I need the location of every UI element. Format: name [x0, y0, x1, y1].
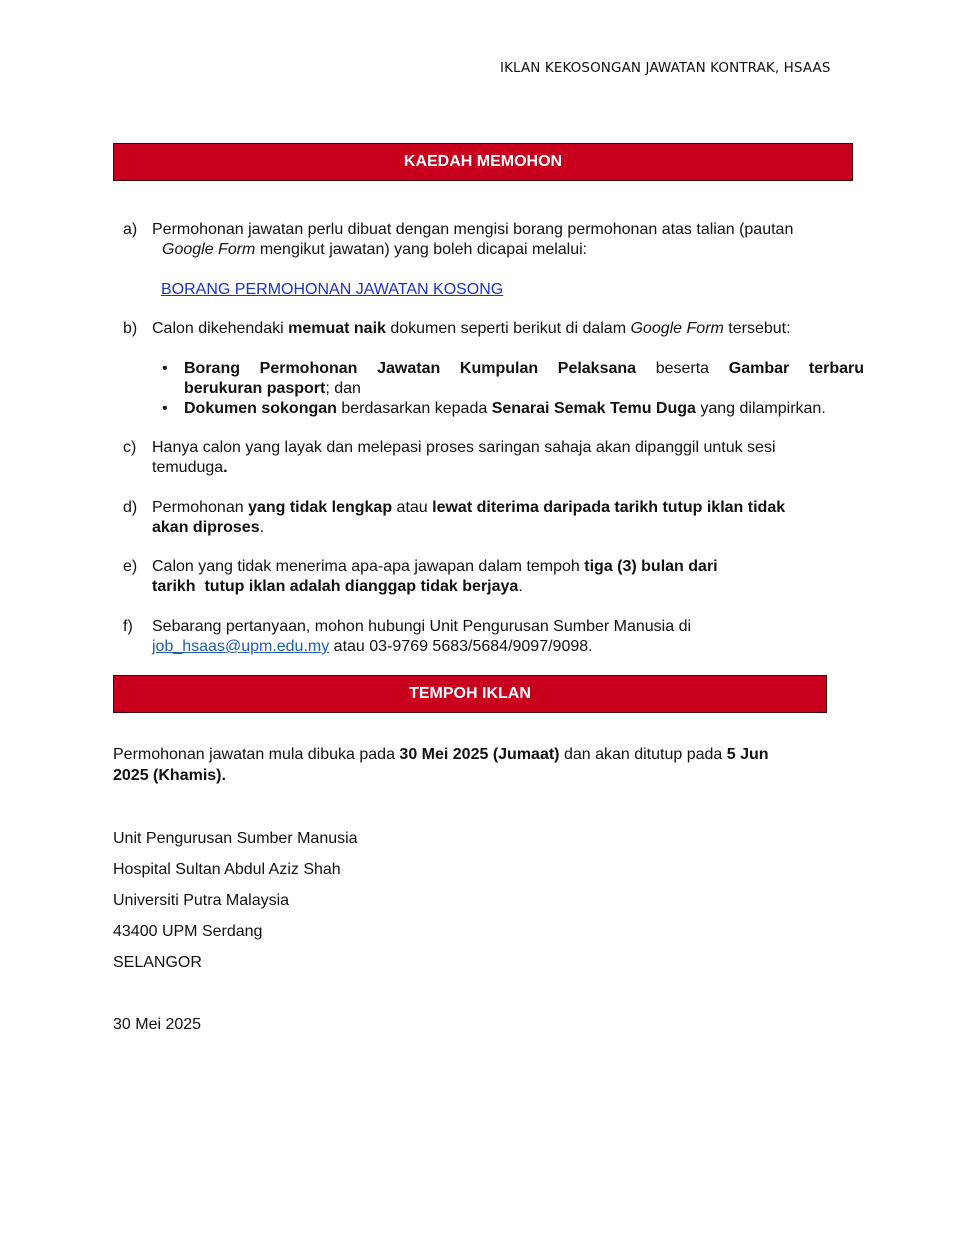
document-header-title: IKLAN KEKOSONGAN JAWATAN KONTRAK, HSAAS	[500, 60, 831, 76]
bullet-icon: •	[162, 360, 168, 377]
address-line: Universiti Putra Malaysia	[113, 892, 290, 909]
bullet-item	[160, 399, 866, 419]
item-label: c)	[123, 439, 137, 456]
item-text: beserta	[636, 360, 729, 377]
email-link[interactable]: job_hsaas@upm.edu.my	[152, 638, 330, 655]
document-date: 30 Mei 2025	[113, 1016, 202, 1033]
item-text: dokumen seperti berikut di dalam	[385, 320, 631, 337]
item-text-bold: Senarai Semak Temu Duga	[491, 400, 696, 417]
bullet-icon: •	[162, 400, 168, 417]
item-text: tersebut:	[723, 320, 791, 337]
item-label: d)	[123, 499, 138, 516]
list-item-a	[123, 220, 863, 260]
item-text-bold: tarikh tutup iklan adalah dianggap tidak berjaya	[152, 578, 519, 595]
item-label: a)	[123, 221, 138, 238]
bullet-item	[160, 359, 866, 399]
item-text-bold: berukuran pasport	[184, 380, 326, 397]
address-line: Hospital Sultan Abdul Aziz Shah	[113, 861, 341, 878]
item-text: berdasarkan kepada	[336, 400, 492, 417]
address-line: Unit Pengurusan Sumber Manusia	[113, 830, 358, 847]
item-text: Calon yang tidak menerima apa-apa jawapan dalam tempoh	[152, 558, 585, 575]
item-text-bold: tiga (3) bulan dari	[584, 558, 718, 575]
item-text: Sebarang pertanyaan, mohon hubungi Unit Pengurusan Sumber Manusia di	[152, 618, 692, 635]
item-text-bold: memuat naik	[288, 320, 386, 337]
item-text-bold: Borang Permohonan Jawatan Kumpulan Pelaksana	[184, 360, 637, 377]
advertisement-period-text	[113, 744, 833, 786]
item-text: mengikut jawatan) yang boleh dicapai melalui:	[255, 241, 588, 258]
item-text: Calon dikehendaki	[152, 320, 289, 337]
item-text: Permohonan jawatan perlu dibuat dengan mengisi borang permohonan atas talian (pautan	[152, 221, 794, 238]
address-line: SELANGOR	[113, 954, 202, 971]
address-block	[113, 823, 358, 978]
item-text-italic: Google Form	[630, 320, 724, 337]
list-item-c	[123, 438, 863, 478]
section-banner-kaedah-memohon	[113, 143, 853, 181]
list-item-d	[123, 498, 863, 538]
application-form-link[interactable]: BORANG PERMOHONAN JAWATAN KOSONG	[161, 281, 504, 298]
section-title: KAEDAH MEMOHON	[403, 153, 563, 170]
item-text-bold: lewat diterima daripada tarikh tutup iklan tidak	[432, 499, 786, 516]
list-item-b	[123, 319, 863, 339]
item-text-bold: yang tidak lengkap	[248, 499, 393, 516]
item-text-bold: Gambar terbaru	[728, 360, 864, 377]
closing-date: 5 Jun	[726, 746, 769, 763]
item-label: b)	[123, 320, 138, 337]
document-bullet-list	[160, 359, 866, 419]
item-text-bold: Dokumen sokongan	[184, 400, 337, 417]
item-text: Hanya calon yang layak dan melepasi proses saringan sahaja akan dipanggil untuk sesi	[152, 439, 776, 456]
section-banner-tempoh-iklan	[113, 675, 827, 713]
list-item-f	[123, 617, 863, 657]
item-text-bold: akan diproses	[152, 519, 260, 536]
section-title: TEMPOH IKLAN	[409, 685, 531, 702]
opening-date: 30 Mei 2025 (Jumaat)	[399, 746, 560, 763]
list-item-e	[123, 557, 863, 597]
item-text: Permohonan	[152, 499, 249, 516]
paragraph-text: dan akan ditutup pada	[559, 746, 727, 763]
item-text: ; dan	[325, 380, 361, 397]
item-text: atau	[392, 499, 433, 516]
form-link-wrapper	[161, 280, 901, 300]
item-text-italic: Google Form	[162, 241, 256, 258]
item-text: .	[259, 519, 265, 536]
address-line: 43400 UPM Serdang	[113, 923, 263, 940]
item-label: f)	[123, 618, 133, 635]
item-text: temuduga	[152, 459, 224, 476]
paragraph-text: Permohonan jawatan mula dibuka pada	[113, 746, 400, 763]
item-text: yang dilampirkan.	[695, 400, 826, 417]
item-label: e)	[123, 558, 138, 575]
item-text: atau 03-9769 5683/5684/9097/9098.	[329, 638, 593, 655]
item-text: .	[518, 578, 523, 595]
closing-date: 2025 (Khamis).	[113, 767, 226, 784]
item-text-bold: .	[223, 459, 228, 476]
